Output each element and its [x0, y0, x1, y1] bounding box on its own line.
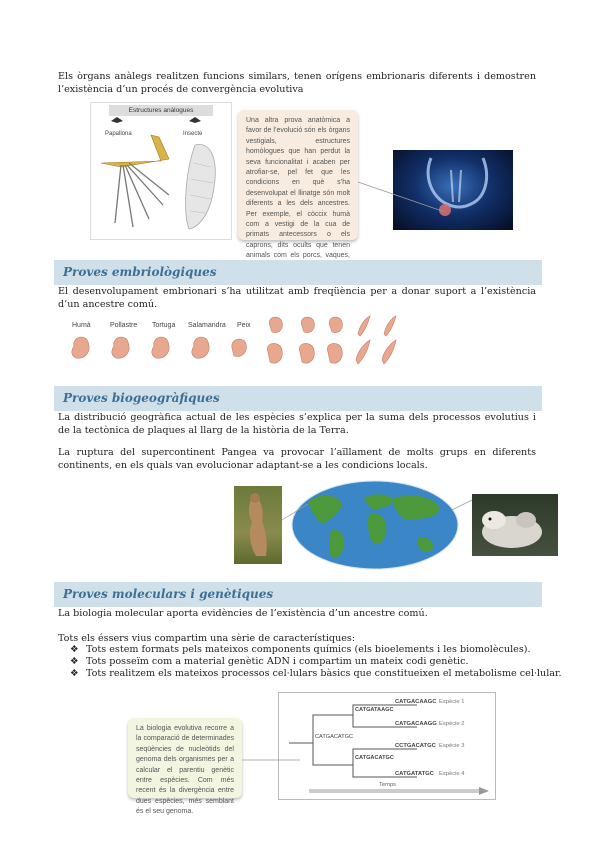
characteristics-list	[70, 644, 562, 680]
section-header-molecular	[54, 582, 542, 607]
diamond-bullet-icon: ❖	[70, 668, 79, 679]
bird-label: Papallona	[105, 131, 132, 137]
embryo-illustrations	[62, 312, 412, 374]
tree-leaf-seq-1: CATGACAAGC	[395, 699, 437, 705]
genome-comparison-callout: La biologia evolutiva recorre a la comparació de determinades seqüències de nucleòtids del genoma dels organismes per a calcular el parentiu genètic entre espècies. Com més recent és la divergència entre dues espècies, més semblant és el seu genoma.	[128, 718, 242, 798]
section-header-embryology	[54, 260, 542, 285]
tree-leaf-label-1: Espècie 1	[439, 699, 465, 705]
embryology-text: El desenvolupament embrionari s’ha utilitzat amb freqüència per a donar suport a l’existència d’un ancestre comú.	[58, 286, 536, 310]
embryo-label-salamander: Salamandra	[188, 322, 226, 329]
tree-leaf-seq-2: CATGACAAGG	[395, 721, 437, 727]
section-title-embryology: Proves embriològiques	[63, 265, 217, 279]
vestigial-organs-callout: Una altra prova anatòmica a favor de l’evolució són els òrgans vestigials, estructures homòlogues que han perdut la seva funcionalitat i acaben per atrofiar-se, pel fet que les condicions en què s’ha desenvolupat el llinatge són molt diferents a les dels ancestres. Per exemple, el còccix humà com a vestigi de la cua de primats antecessors o els caprons, dits ocults que tenen animals com els porcs, vaques,	[238, 110, 358, 240]
diamond-bullet-icon: ❖	[70, 644, 79, 655]
insect-label: Insecte	[183, 131, 203, 137]
tree-node-seq-2: CATGACATGC	[355, 755, 394, 761]
diamond-bullet-icon: ❖	[70, 656, 79, 667]
embryo-label-fish: Peix	[237, 322, 251, 329]
tree-leaf-seq-4: CATGATATGC	[395, 771, 434, 777]
list-item: ❖ Tots realitzem els mateixos processos cel·lulars bàsics que constitueixen el metabolisme cel·lular.	[70, 668, 562, 679]
embryo-label-turtle: Tortuga	[152, 322, 176, 329]
biogeography-text-1: La distribució geogràfica actual de les espècies s’explica per la suma dels processos evolutius i de la tectònica de plaques al llarg de la història de la Terra.	[58, 412, 536, 436]
kangaroo-photo	[234, 486, 282, 564]
embryo-label-chicken: Pollastre	[110, 322, 138, 329]
tree-root-seq: CATGACATGC	[315, 734, 354, 740]
list-item: ❖ Tots posseïm com a material genètic ADN i compartim un mateix codi genètic.	[70, 656, 469, 667]
section-header-biogeography	[54, 386, 542, 411]
phylogenetic-tree-figure	[278, 692, 496, 800]
section-title-biogeography: Proves biogeogràfiques	[63, 391, 220, 405]
tree-leaf-label-2: Espècie 2	[439, 721, 465, 727]
section-title-molecular: Proves moleculars i genètiques	[63, 587, 274, 601]
embryo-comparison-figure	[62, 312, 412, 374]
embryo-label-human: Humà	[72, 322, 91, 329]
tree-leaf-seq-3: CCTGACATGC	[395, 743, 436, 749]
analog-organs-text: Els òrgans anàlegs realitzen funcions similars, tenen orígens embrionaris diferents i demostren l’existència d’un procés de convergència evolutiva	[58, 71, 536, 95]
analogous-structures-figure	[90, 102, 232, 240]
tree-node-seq-1: CATGATAAGC	[355, 707, 394, 713]
biogeography-text-2: La ruptura del supercontinent Pangea va provocar l’aïllament de molts grups en diferents continents, en els quals van evolucionar adaptant-se a les condicions locals.	[58, 447, 536, 471]
tree-time-axis-label: Temps	[379, 782, 397, 788]
tree-leaf-label-3: Espècie 3	[439, 743, 465, 749]
tree-leaf-label-4: Espècie 4	[439, 771, 465, 777]
world-map-image	[290, 478, 460, 572]
coccyx-xray-image	[393, 150, 513, 230]
analogous-wings-illustration	[91, 103, 231, 239]
analogous-structures-title: Estructures anàlogues	[109, 105, 213, 116]
molecular-text-2: Tots els éssers vius compartim una sèrie de característiques:	[58, 633, 356, 644]
opossum-photo	[472, 494, 558, 556]
list-item: ❖ Tots estem formats pels mateixos components químics (els bioelements i les biomolècules).	[70, 644, 531, 655]
molecular-text-1: La biologia molecular aporta evidències de l’existència d’un ancestre comú.	[58, 608, 428, 619]
